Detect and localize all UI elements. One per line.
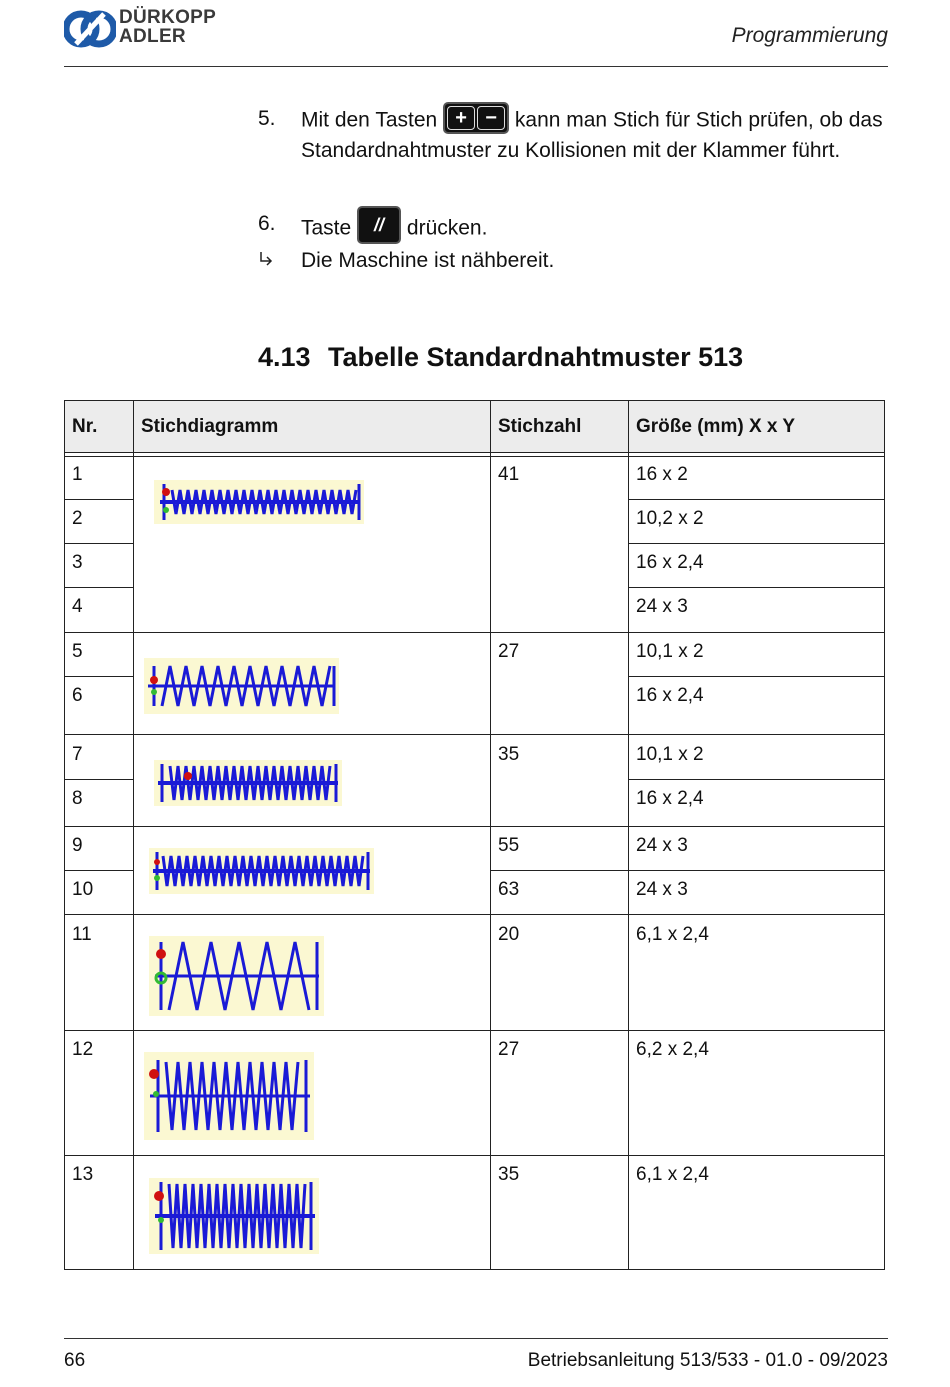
row-size: 6,1 x 2,4	[636, 1164, 709, 1185]
row-nr: 8	[72, 788, 83, 809]
stitch-pattern-image	[149, 936, 324, 1016]
stitch-pattern-image	[149, 1178, 319, 1254]
row-nr: 3	[72, 552, 83, 573]
step-text: Mit den Tasten + − kann man Stich für Stich prüfen, ob das Standardnahtmuster zu Kollisionen mit der Klammer führt.	[301, 105, 891, 164]
row-size: 24 x 3	[636, 835, 688, 856]
row-nr: 2	[72, 508, 83, 529]
row-size: 10,1 x 2	[636, 641, 704, 662]
row-size: 16 x 2	[636, 464, 688, 485]
stitch-count: 35	[498, 744, 520, 765]
col-header-diagram: Stichdiagramm	[133, 400, 490, 452]
step-number: 6.	[258, 212, 276, 235]
row-size: 6,1 x 2,4	[636, 924, 709, 945]
row-nr: 1	[72, 464, 83, 485]
row-nr: 10	[72, 879, 94, 900]
row-nr: 13	[72, 1164, 94, 1185]
row-size: 16 x 2,4	[636, 788, 704, 809]
brand-name: DÜRKOPP ADLER	[119, 7, 217, 47]
stitch-diagram	[154, 760, 342, 806]
section-number: 4.13	[258, 342, 311, 372]
step-text: Taste // drücken.	[301, 210, 891, 248]
row-nr: 6	[72, 685, 83, 706]
stitch-count: 20	[498, 924, 520, 945]
result-arrow-icon	[258, 250, 276, 268]
plus-minus-keys-icon	[443, 102, 509, 134]
section-title: Tabelle Standardnahtmuster 513	[328, 342, 744, 372]
col-header-stitch-count: Stichzahl	[490, 400, 628, 452]
row-size: 24 x 3	[636, 879, 688, 900]
row-size: 16 x 2,4	[636, 685, 704, 706]
stitch-count: 55	[498, 835, 520, 856]
result-text: Die Maschine ist nähbereit.	[301, 249, 555, 272]
stitch-pattern-image	[149, 848, 374, 894]
logo-mark-icon	[64, 10, 116, 48]
stitch-diagram	[149, 848, 374, 894]
row-size: 10,2 x 2	[636, 508, 704, 529]
row-nr: 5	[72, 641, 83, 662]
stitch-pattern-image	[154, 760, 342, 806]
stitch-diagram	[144, 658, 339, 714]
row-size: 16 x 2,4	[636, 552, 704, 573]
stitch-count: 63	[498, 879, 520, 900]
row-nr: 4	[72, 596, 83, 617]
duerkopp-adler-logo	[64, 8, 234, 52]
col-header-size: Größe (mm) X x Y	[628, 400, 885, 452]
stitch-diagram	[144, 1052, 314, 1140]
section-heading	[258, 342, 743, 373]
col-header-nr: Nr.	[64, 400, 133, 452]
step-number: 5.	[258, 107, 276, 130]
row-size: 6,2 x 2,4	[636, 1039, 709, 1060]
stitch-diagram	[154, 480, 364, 524]
row-size: 10,1 x 2	[636, 744, 704, 765]
stitch-count: 27	[498, 1039, 520, 1060]
stitch-pattern-image	[144, 658, 339, 714]
section-name: Programmierung	[731, 24, 888, 47]
stitch-count: 41	[498, 464, 520, 485]
row-nr: 7	[72, 744, 83, 765]
footer-divider	[64, 1338, 888, 1339]
stitch-pattern-image	[154, 480, 364, 524]
document-reference: Betriebsanleitung 513/533 - 01.0 - 09/2023	[527, 1350, 888, 1371]
header-divider	[64, 66, 888, 67]
row-nr: 12	[72, 1039, 94, 1060]
stitch-pattern-image	[144, 1052, 314, 1140]
row-nr: 11	[72, 924, 92, 945]
stitch-diagram	[149, 1178, 319, 1254]
start-key-icon: //	[357, 206, 401, 244]
minus-key: −	[477, 106, 505, 130]
page-number: 66	[64, 1350, 86, 1371]
pattern-table	[64, 400, 885, 1270]
row-nr: 9	[72, 835, 83, 856]
plus-key: +	[447, 106, 475, 130]
stitch-count: 27	[498, 641, 520, 662]
stitch-count: 35	[498, 1164, 520, 1185]
row-size: 24 x 3	[636, 596, 688, 617]
stitch-diagram	[149, 936, 324, 1016]
